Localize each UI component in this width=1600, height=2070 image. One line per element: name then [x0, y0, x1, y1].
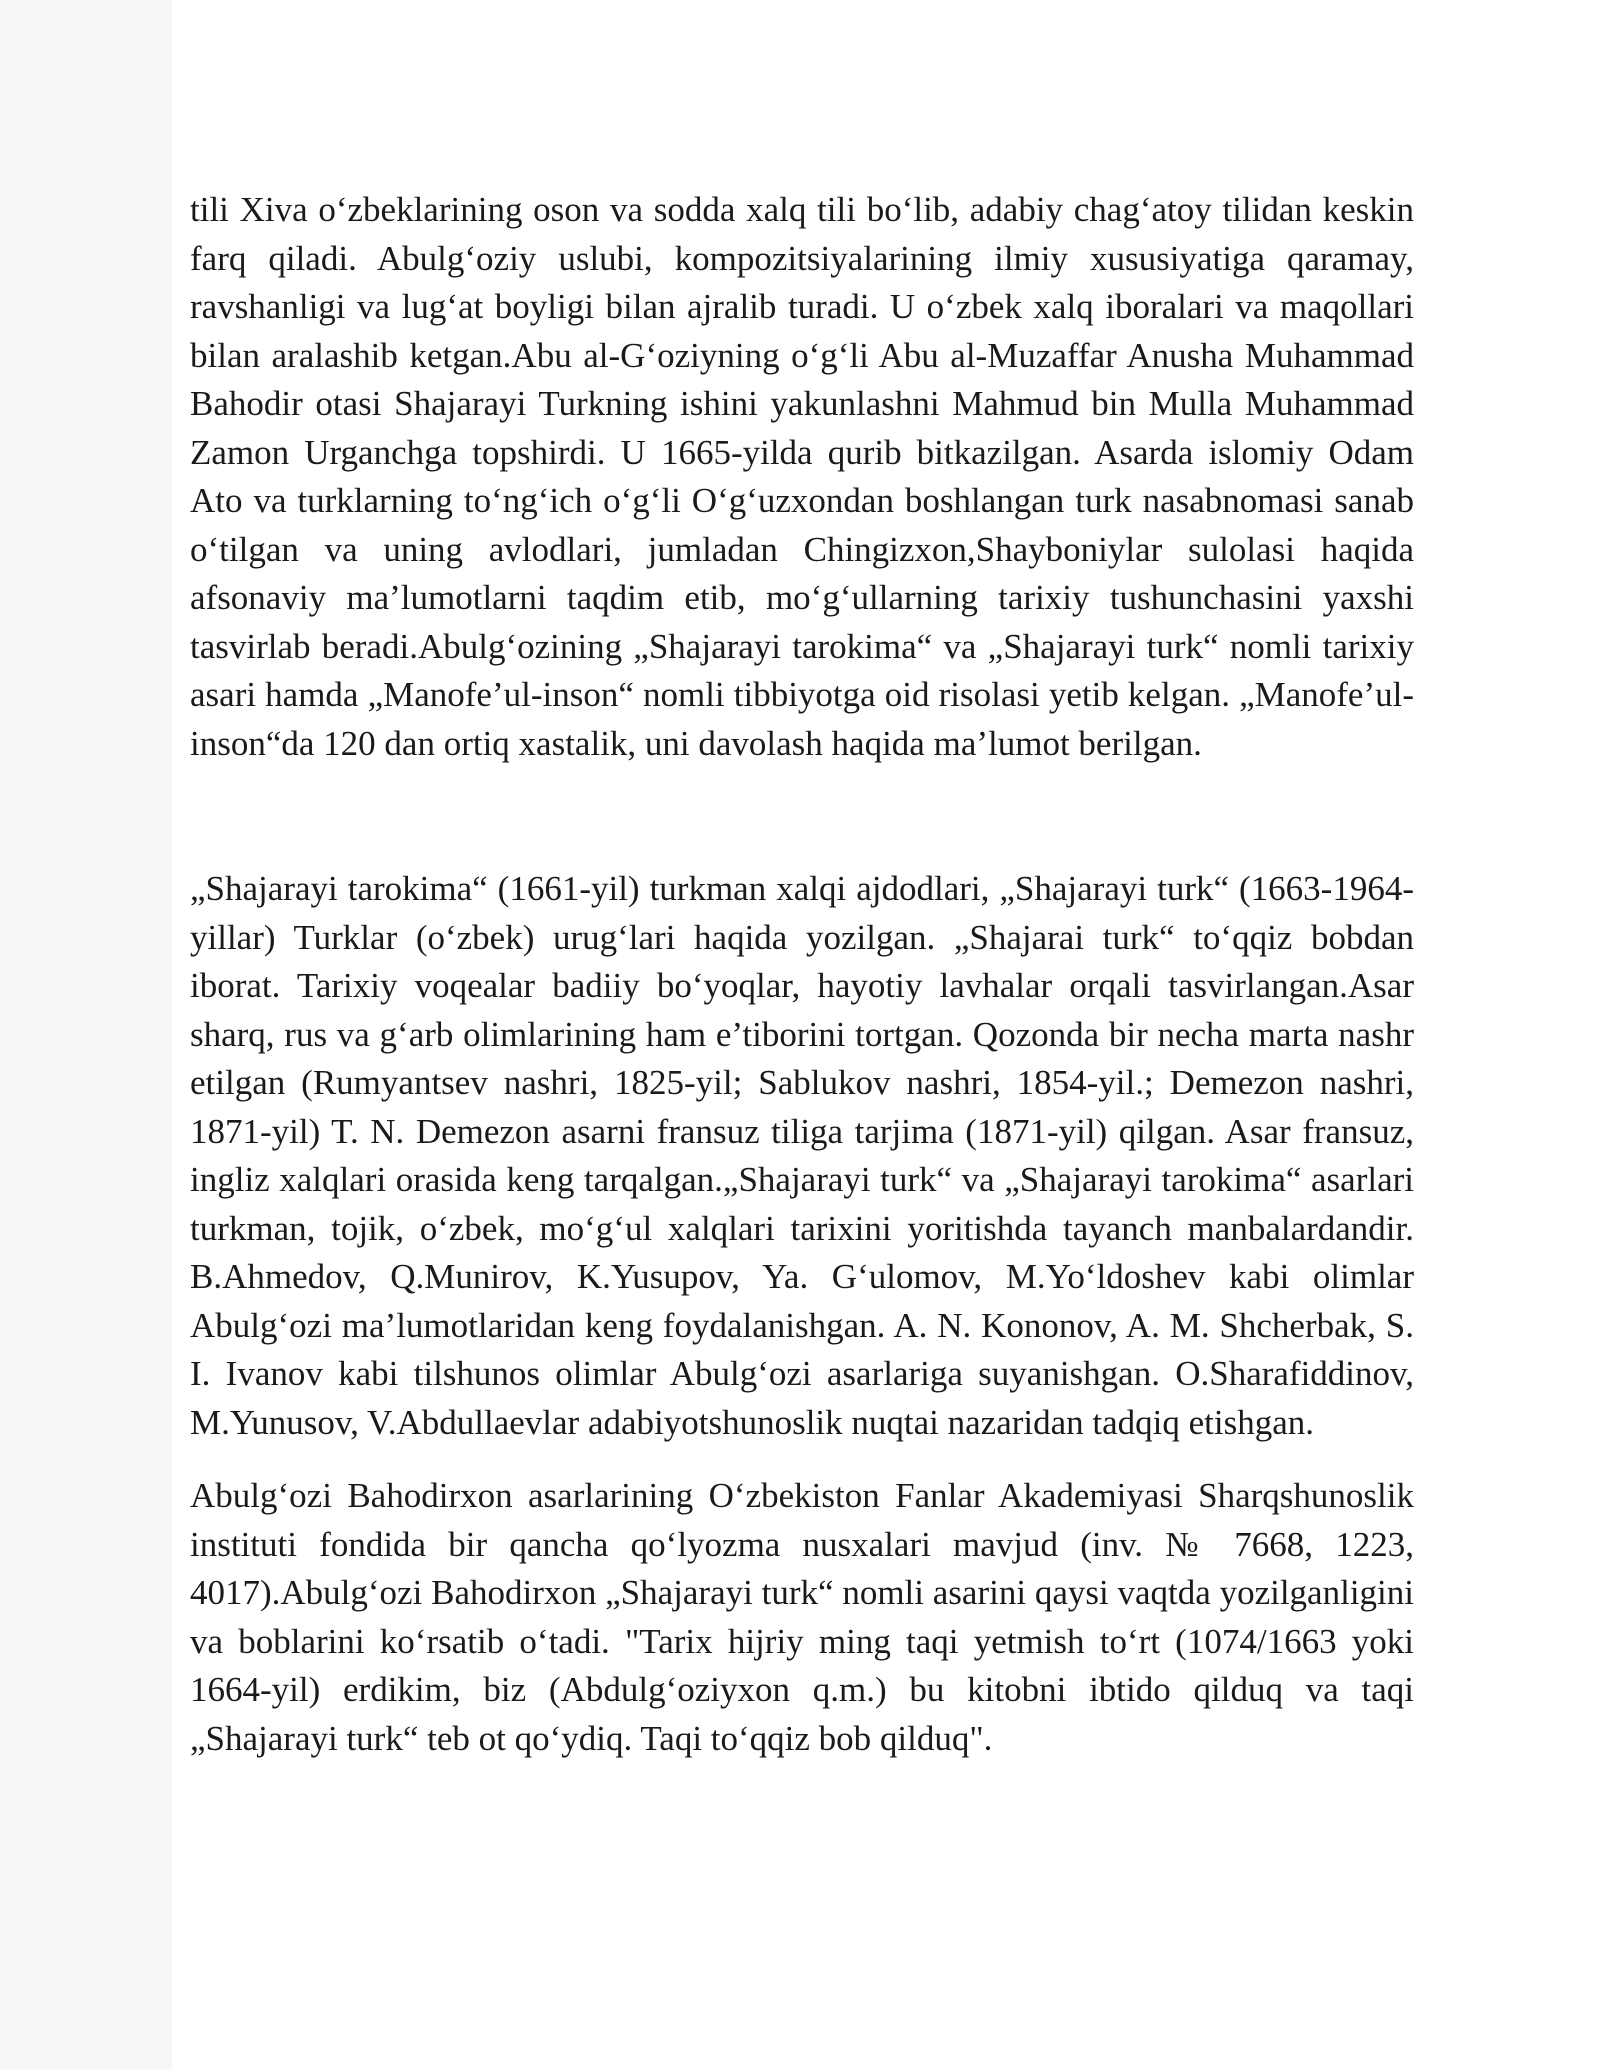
paragraph: „Shajarayi tarokima“ (1661-yil) turkman xalqi ajdodlari, „Shajarayi turk“ (1663-1964-yillar) Turklar (o‘zbek) urug‘lari haqida yozilgan. „Shajarai turk“ to‘qqiz bobdan iborat. Tarixiy voqealar badiiy bo‘yoqlar, hayotiy lavhalar orqali tasvirlangan.Asar sharq, rus va g‘arb olimlarining ham e’tiborini tortgan. Qozonda bir necha marta nashr etilgan (Rumyantsev nashri, 1825-yil; Sablukov nashri, 1854-yil.; Demezon nashri, 1871-yil) T. N. Demezon asarni fransuz tiliga tarjima (1871-yil) qilgan. Asar fransuz, ingliz xalqlari orasida keng tarqalgan.„Shajarayi turk“ va „Shajarayi tarokima“ asarlari turkman, tojik, o‘zbek, mo‘g‘ul xalqlari tarixini yoritishda tayanch manbalardandir. B.Ahmedov, Q.Munirov, K.Yusupov, Ya. G‘ulomov, M.Yo‘ldoshev kabi olimlar Abulg‘ozi ma’lumotlaridan keng foydalanishgan. A. N. Kononov, A. M. Shcherbak, S. I. Ivanov kabi tilshunos olimlar Abulg‘ozi asarlariga suyanishgan. O.Sharafiddinov, M.Yunusov, V.Abdullaevlar adabiyotshunoslik nuqtai nazaridan tadqiq etishgan. — [190, 869, 1414, 1442]
paragraph: tili Xiva o‘zbeklarining oson va sodda xalq tili bo‘lib, adabiy chag‘atoy tilidan keskin farq qiladi. Abulg‘oziy uslubi, kompozitsiyalarining ilmiy xususiyatiga qaramay, ravshanligi va lug‘at boyligi bilan ajralib turadi. U o‘zbek xalq iboralari va maqollari bilan aralashib ketgan.Abu al-G‘oziyning o‘g‘li Abu al-Muzaffar Anusha Muhammad Bahodir otasi Shajarayi Turkning ishini yakunlashni Mahmud bin Mulla Muhammad Zamon Urganchga topshirdi. U 1665-yilda qurib bitkazilgan. Asarda islomiy Odam Ato va turklarning to‘ng‘ich o‘g‘li O‘g‘uzxondan boshlangan turk nasabnomasi sanab o‘tilgan va uning avlodlari, jumladan Chingizxon,Shayboniylar sulolasi haqida afsonaviy ma’lumotlarni taqdim etib, mo‘g‘ullarning tarixiy tushunchasini yaxshi tasvirlab beradi.Abulg‘ozining „Shajarayi tarokima“ va „Shajarayi turk“ nomli tarixiy asari hamda „Manofe’ul-inson“ nomli tibbiyotga oid risolasi yetib kelgan. „Manofe’ul-inson“da 120 dan ortiq xastalik, uni davolash haqida ma’lumot berilgan. — [190, 190, 1414, 763]
paragraph: Abulg‘ozi Bahodirxon asarlarining O‘zbekiston Fanlar Akademiyasi Sharqshunoslik instituti fondida bir qancha qo‘lyozma nusxalari mavjud (inv. № 7668, 1223, 4017).Abulg‘ozi Bahodirxon „Shajarayi turk“ nomli asarini qaysi vaqtda yozilganligini va boblarini ko‘rsatib o‘tadi. "Tarix hijriy ming taqi yetmish to‘rt (1074/1663 yoki 1664-yil) erdikim, biz (Abdulg‘oziyxon q.m.) bu kitobni ibtido qilduq va taqi „Shajarayi turk“ teb ot qo‘ydiq. Taqi to‘qqiz bob qilduq". — [190, 1476, 1414, 1758]
document-page — [172, 0, 1600, 2070]
document-body — [190, 186, 1414, 1763]
